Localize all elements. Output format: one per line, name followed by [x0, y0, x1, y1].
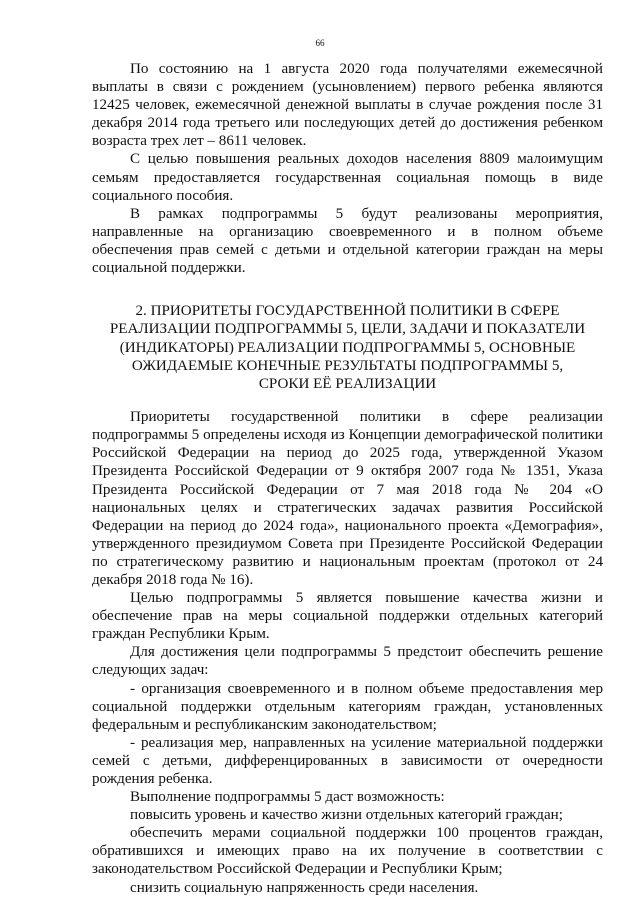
paragraph-tasks-intro: Для достижения цели подпрограммы 5 предстоит обеспечить решение следующих задач:: [92, 644, 603, 679]
paragraph-outcome-1: повысить уровень и качество жизни отдельных категорий граждан;: [130, 807, 563, 824]
paragraph-task-2: - реализация мер, направленных на усиление материальной поддержки семей с детьми, дифференцированных в зависимости от очередности рождения ребенка.: [92, 734, 603, 788]
intro-paragraph-measures: В рамках подпрограммы 5 будут реализованы мероприятия, направленные на организацию своевременного и в полном объеме обеспечения прав семей с детьми и отдельной категории граждан на меры социальной поддержки.: [92, 205, 603, 277]
intro-paragraph-social-aid: С целью повышения реальных доходов населения 8809 малоимущим семьям предоставляется государственная социальная помощь в виде социального пособия.: [92, 151, 603, 204]
paragraph-task-1: - организация своевременного и в полном объеме предоставления мер социальной поддержки отдельным категориям граждан, установленных федеральным и республиканским законодательством;: [92, 680, 603, 733]
paragraph-priorities: Приоритеты государственной политики в сфере реализации подпрограммы 5 определены исходя из Концепции демографической политики Российской Федерации на период до 2025 года, утвержденной Указом Президента Российской Федерации от 9 октября 2007 года № 1351, Указа Президента Российской Федерации от 7 мая 2018 года № 204 «О национальных целях и стратегических задачах развития Российской Федерации на период до 2024 года», национального проекта «Демография», утвержденного президиумом Совета при Президенте Российской Федерации по стратегическому развитию и национальным проектам (протокол от 24 декабря 2018 года № 16).: [92, 409, 603, 588]
page-number: 66: [315, 38, 325, 48]
section-heading-line: ОЖИДАЕМЫЕ КОНЕЧНЫЕ РЕЗУЛЬТАТЫ ПОДПРОГРАММЫ 5,: [131, 357, 564, 374]
section-heading-line: СРОКИ ЕЁ РЕАЛИЗАЦИИ: [258, 375, 437, 392]
paragraph-outcome-2: обеспечить мерами социальной поддержки 100 процентов граждан, обратившихся и имеющих право на их получение в соответствии с законодательством Российской Федерации и Республики Крым;: [92, 825, 603, 878]
section-heading-line: (ИНДИКАТОРЫ) РЕАЛИЗАЦИИ ПОДПРОГРАММЫ 5, ОСНОВНЫЕ: [119, 339, 576, 356]
intro-paragraph-recipients: По состоянию на 1 августа 2020 года получателями ежемесячной выплаты в связи с рождением (усыновлением) первого ребенка являются 12425 человек, ежемесячной денежной выплаты в случае рождения после 31 декабря 2014 года третьего или последующих детей до достижения ребенком возраста трех лет – 8611 человек.: [92, 61, 603, 150]
paragraph-outcome-3: снизить социальную напряженность среди населения.: [130, 879, 479, 896]
section-heading-line: 2. ПРИОРИТЕТЫ ГОСУДАРСТВЕННОЙ ПОЛИТИКИ В СФЕРЕ: [135, 303, 560, 320]
paragraph-outcomes-intro: Выполнение подпрограммы 5 даст возможность:: [130, 789, 445, 806]
document-body: [92, 60, 603, 897]
section-heading-line: РЕАЛИЗАЦИИ ПОДПРОГРАММЫ 5, ЦЕЛИ, ЗАДАЧИ И ПОКАЗАТЕЛИ: [109, 321, 586, 338]
section-heading: [92, 302, 603, 393]
paragraph-goal: Целью подпрограммы 5 является повышение качества жизни и обеспечение прав на меры социальной поддержки отдельных категорий граждан Республики Крым.: [92, 590, 603, 643]
